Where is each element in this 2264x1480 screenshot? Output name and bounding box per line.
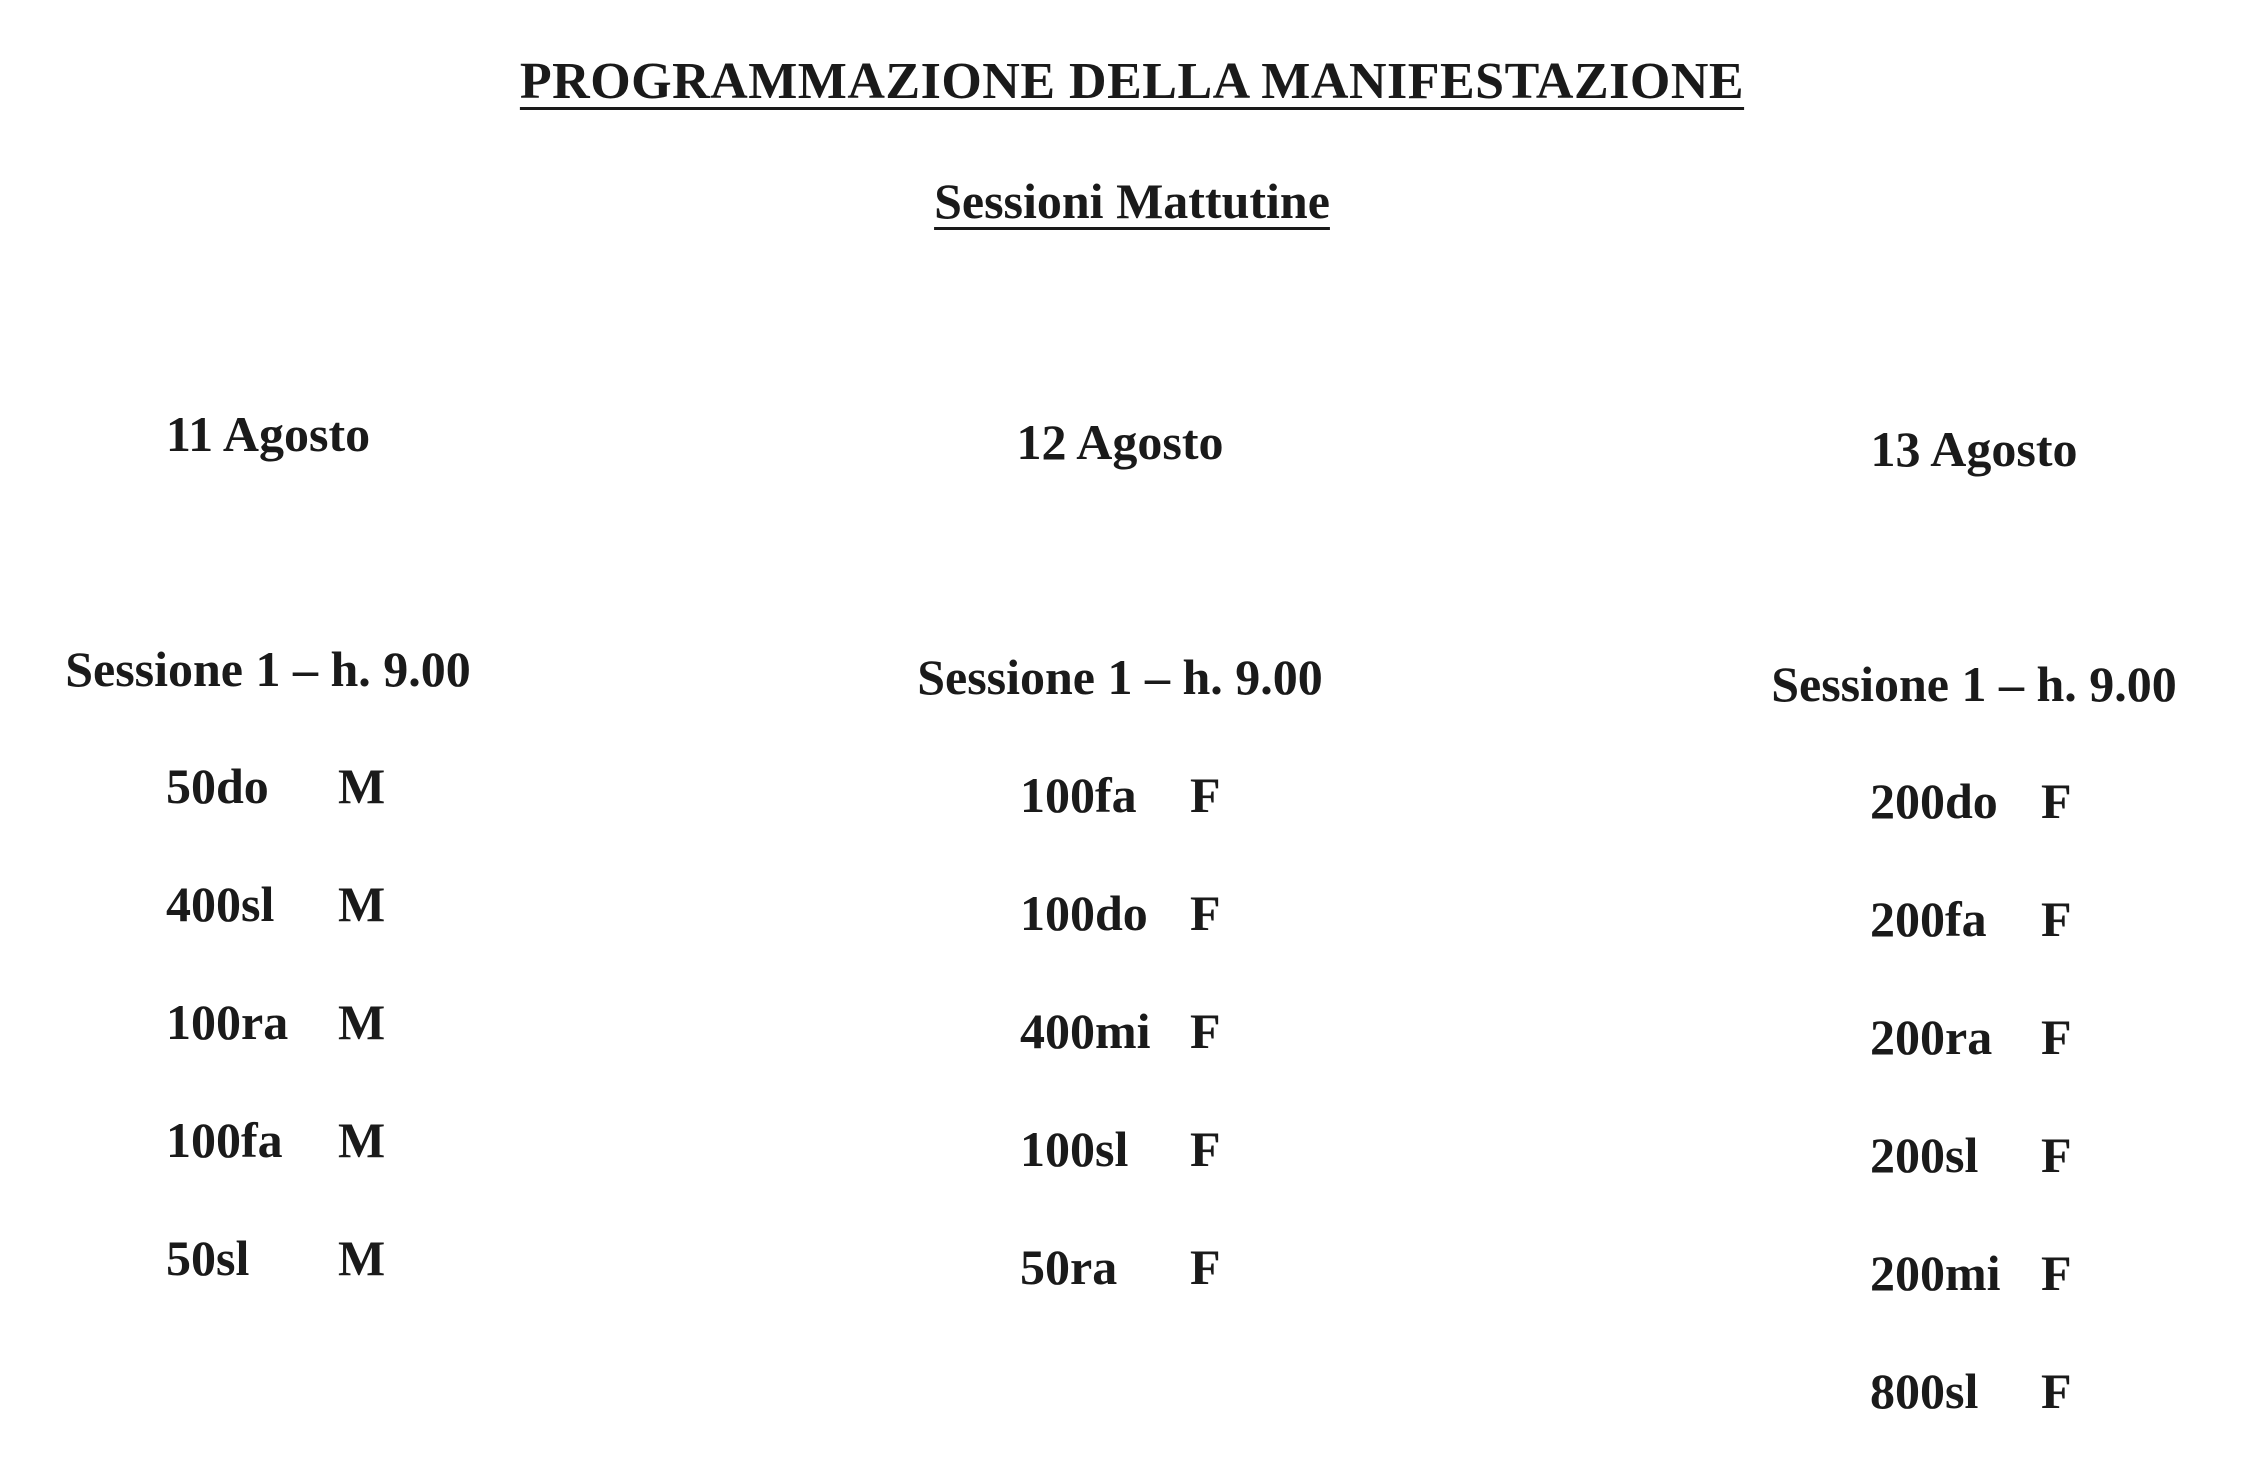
event-name: 200do [1870, 773, 1998, 829]
event-gender: F [1190, 1239, 1221, 1295]
event-name: 50do [166, 758, 269, 814]
day-date: 13 Agosto [1870, 421, 2078, 477]
event-name: 200mi [1870, 1245, 2001, 1301]
event-name: 800sl [1870, 1363, 1979, 1419]
event-gender: F [2041, 1363, 2072, 1419]
event-row [800, 884, 1440, 1002]
event-row [1654, 772, 2264, 890]
event-list [0, 757, 640, 1347]
day-date: 12 Agosto [1016, 414, 1224, 470]
day-column-13-agosto [1654, 0, 2264, 1476]
event-name: 400sl [166, 876, 275, 932]
page-subtitle: Sessioni Mattutine [934, 173, 1330, 229]
event-name: 100fa [1020, 767, 1137, 823]
event-row [0, 875, 640, 993]
event-name: 50ra [1020, 1239, 1118, 1295]
event-gender: M [338, 1112, 386, 1168]
event-name: 100sl [1020, 1121, 1129, 1177]
event-row [0, 1229, 640, 1347]
event-gender: F [2041, 1009, 2072, 1065]
event-name: 400mi [1020, 1003, 1151, 1059]
event-gender: M [338, 876, 386, 932]
event-row [0, 1111, 640, 1229]
event-row [800, 766, 1440, 884]
day-date: 11 Agosto [165, 406, 371, 462]
event-gender: F [1190, 1121, 1221, 1177]
event-row [800, 1120, 1440, 1238]
event-row [1654, 1126, 2264, 1244]
day-column-12-agosto [800, 0, 1440, 1476]
event-row [0, 757, 640, 875]
event-list [1654, 772, 2264, 1480]
day-column-11-agosto [0, 0, 640, 1476]
event-row [1654, 1008, 2264, 1126]
event-name: 200ra [1870, 1009, 1993, 1065]
event-row [800, 1238, 1440, 1356]
session-heading: Sessione 1 – h. 9.00 [1771, 656, 2177, 712]
event-row [1654, 1244, 2264, 1362]
event-gender: M [338, 1230, 386, 1286]
event-gender: F [2041, 891, 2072, 947]
event-gender: M [338, 994, 386, 1050]
event-name: 200fa [1870, 891, 1987, 947]
event-list [800, 766, 1440, 1356]
event-row [1654, 890, 2264, 1008]
event-gender: F [1190, 767, 1221, 823]
event-gender: F [2041, 1245, 2072, 1301]
event-row [800, 1002, 1440, 1120]
event-name: 100ra [166, 994, 289, 1050]
event-gender: F [1190, 1003, 1221, 1059]
event-name: 50sl [166, 1230, 250, 1286]
event-gender: F [2041, 773, 2072, 829]
event-name: 100fa [166, 1112, 283, 1168]
event-gender: M [338, 758, 386, 814]
event-name: 200sl [1870, 1127, 1979, 1183]
event-name: 100do [1020, 885, 1148, 941]
session-heading: Sessione 1 – h. 9.00 [917, 649, 1323, 705]
event-gender: F [1190, 885, 1221, 941]
event-gender: F [2041, 1127, 2072, 1183]
session-heading: Sessione 1 – h. 9.00 [65, 641, 471, 697]
event-row [1654, 1362, 2264, 1480]
page-title: PROGRAMMAZIONE DELLA MANIFESTAZIONE [519, 53, 1745, 110]
event-row [0, 993, 640, 1111]
